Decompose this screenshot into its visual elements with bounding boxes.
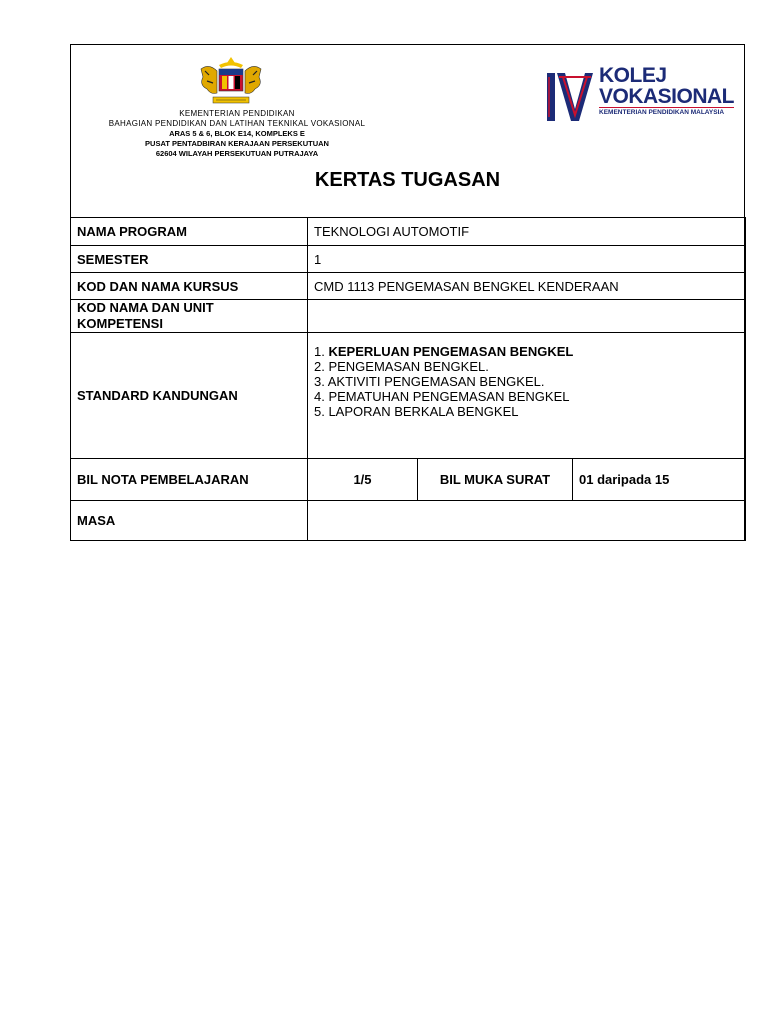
ministry-address (87, 109, 387, 159)
competency-unit-label: KOD NAMA DAN UNIT KOMPETENSI (71, 300, 308, 333)
semester-label: SEMESTER (71, 246, 308, 273)
address-line-2: PUSAT PENTADBIRAN KERAJAAN PERSEKUTUAN (145, 139, 329, 148)
content-standard-list (314, 344, 739, 419)
list-item-text: 4. PEMATUHAN PENGEMASAN BENGKEL (314, 389, 570, 404)
semester-value: 1 (308, 246, 746, 273)
document-sheet (70, 44, 745, 541)
program-label: NAMA PROGRAM (71, 218, 308, 246)
content-standard-value (308, 333, 746, 459)
list-item-text: KEPERLUAN PENGEMASAN BENGKEL (328, 344, 574, 359)
page-title: KERTAS TUGASAN (314, 169, 501, 191)
logo-text-ministry: KEMENTERIAN PENDIDIKAN MALAYSIA (599, 107, 734, 117)
logo-text-kolej: KOLEJ (599, 64, 667, 87)
page-count-label: BIL MUKA SURAT (418, 459, 573, 501)
learning-note-number-label: BIL NOTA PEMBELAJARAN (71, 459, 308, 501)
table-row (71, 218, 746, 246)
time-value (308, 501, 746, 541)
page-count-value: 01 daripada 15 (573, 459, 746, 501)
program-value: TEKNOLOGI AUTOMOTIF (308, 218, 746, 246)
document-header (71, 45, 744, 218)
list-item-text: 5. LAPORAN BERKALA BENGKEL (314, 404, 519, 419)
competency-unit-value (308, 300, 746, 333)
division-name: BAHAGIAN PENDIDIKAN DAN LATIHAN TEKNIKAL VOKASIONAL (108, 119, 366, 128)
logo-text-vokasional: VOKASIONAL (599, 85, 735, 108)
learning-note-number-value: 1/5 (308, 459, 418, 501)
table-row (71, 246, 746, 273)
list-item-number: 1. (314, 344, 329, 359)
list-item (314, 374, 739, 389)
address-line-3: 62604 WILAYAH PERSEKUTUAN PUTRAJAYA (155, 149, 319, 158)
course-code-value: CMD 1113 PENGEMASAN BENGKEL KENDERAAN (308, 273, 746, 300)
list-item-text: 3. AKTIVITI PENGEMASAN BENGKEL. (314, 374, 545, 389)
content-standard-label: STANDARD KANDUNGAN (71, 333, 308, 459)
malaysia-coat-of-arms-icon (191, 55, 271, 109)
list-item (314, 359, 739, 374)
address-line-1: ARAS 5 & 6, BLOK E14, KOMPLEKS E (169, 129, 305, 138)
table-row (71, 333, 746, 459)
time-label: MASA (71, 501, 308, 541)
list-item-text: 2. PENGEMASAN BENGKEL. (314, 359, 489, 374)
list-item (314, 389, 739, 404)
table-row (71, 273, 746, 300)
table-row (71, 300, 746, 333)
table-row (71, 459, 746, 501)
list-item (314, 344, 739, 359)
table-row (71, 501, 746, 541)
course-code-label: KOD DAN NAMA KURSUS (71, 273, 308, 300)
course-info-table (70, 217, 746, 541)
list-item (314, 404, 739, 419)
kolej-vokasional-wordmark (599, 65, 734, 117)
ministry-name: KEMENTERIAN PENDIDIKAN (179, 109, 295, 118)
